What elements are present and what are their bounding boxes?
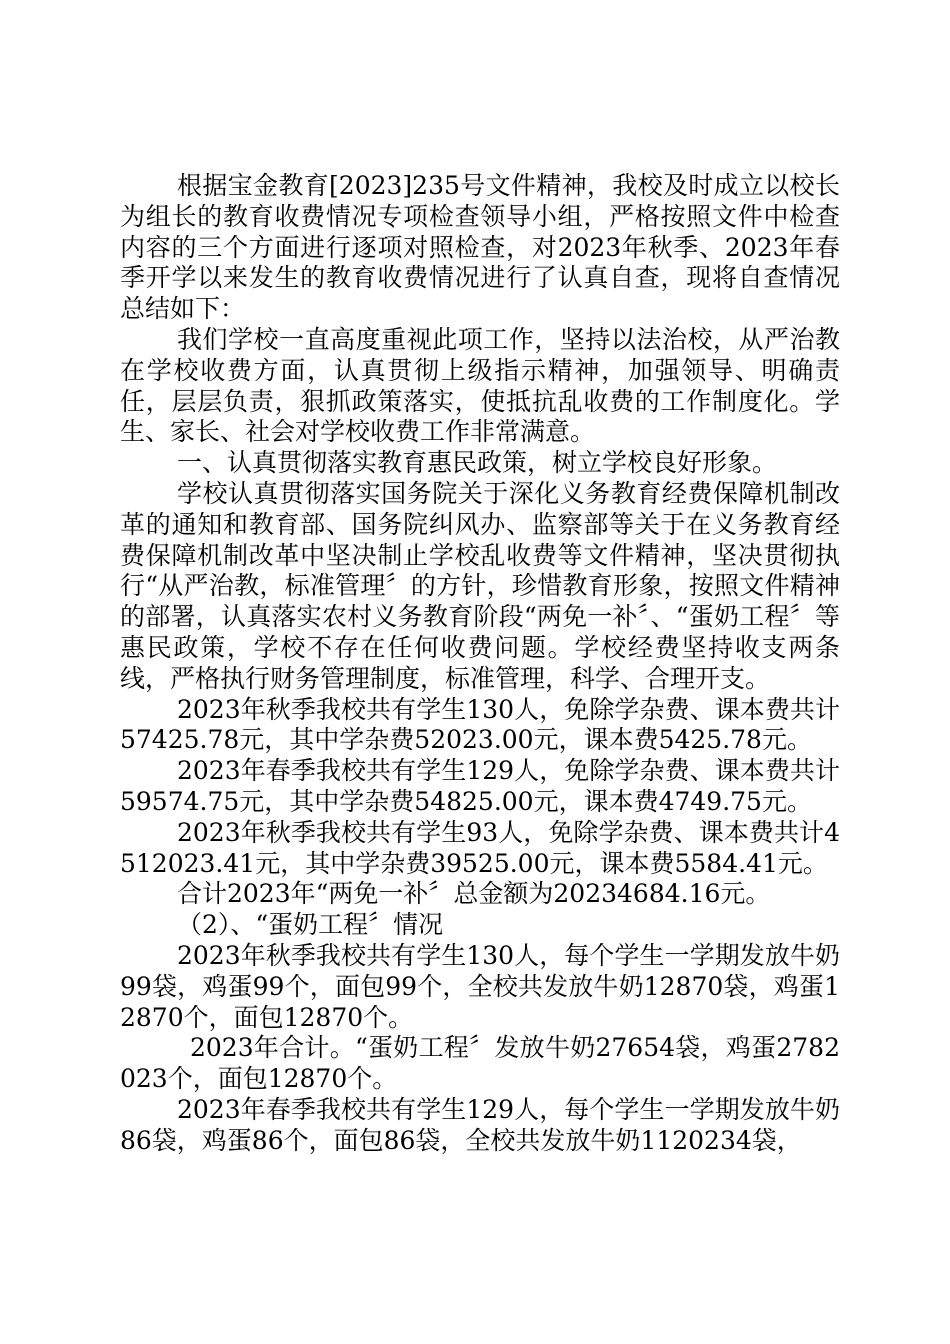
paragraph-fall-food: 2023年秋季我校共有学生130人，每个学生一学期发放牛奶99袋，鸡蛋99个，面包99个，全校共发放牛奶12870袋，鸡蛋12870个，面包12870个。 xyxy=(120,940,840,1032)
paragraph-overview: 我们学校一直高度重视此项工作，坚持以法治校，从严治教在学校收费方面，认真贯彻上级指示精神，加强领导、明确责任，层层负责，狠抓政策落实，使抵抗乱收费的工作制度化。学生、家长、社会对学校收费工作非常满意。 xyxy=(120,324,840,447)
paragraph-spring-fees: 2023年春季我校共有学生129人，免除学杂费、课本费共计59574.75元，其中学杂费54825.00元，课本费4749.75元。 xyxy=(120,756,840,816)
paragraph-fall-fees: 2023年秋季我校共有学生130人，免除学杂费、课本费共计57425.78元，其中学杂费52023.00元，课本费5425.78元。 xyxy=(120,694,840,755)
document-body xyxy=(120,171,840,1157)
paragraph-total-fees: 合计2023年“两免一补〞总金额为20234684.16元。 xyxy=(177,879,771,909)
paragraph-fall-fees-2: 2023年秋季我校共有学生93人，免除学杂费、课本费共计4512023.41元，其中学杂费39525.00元，课本费5584.41元。 xyxy=(120,817,840,878)
paragraph-policy: 学校认真贯彻落实国务院关于深化义务教育经费保障机制改革的通知和教育部、国务院纠风办、监察部等关于在义务教育经费保障机制改革中坚决制止学校乱收费等文件精神，坚决贯彻执行“从严治教，标准管理〞的方针，珍惜教育形象，按照文件精神的部署，认真落实农村义务教育阶段“两免一补〞、“蛋奶工程〞等惠民政策，学校不存在任何收费问题。学校经费坚持收支两条线，严格执行财务管理制度，标准管理，科学、合理开支。 xyxy=(120,478,840,693)
section-heading-1: 一、认真贯彻落实教育惠民政策，树立学校良好形象。 xyxy=(177,448,778,478)
paragraph-spring-food: 2023年春季我校共有学生129人，每个学生一学期发放牛奶86袋，鸡蛋86个，面包86袋，全校共发放牛奶1120234袋， xyxy=(120,1094,840,1155)
paragraph-food-total: 2023年合计。“蛋奶工程〞发放牛奶27654袋，鸡蛋2782023个，面包12870个。 xyxy=(120,1033,840,1094)
subsection-heading-2: （2）、“蛋奶工程〞情况 xyxy=(177,910,444,940)
paragraph-intro: 根据宝金教育[2023]235号文件精神，我校及时成立以校长为组长的教育收费情况专项检查领导小组，严格按照文件中检查内容的三个方面进行逐项对照检查，对2023年秋季、2023年春季开学以来发生的教育收费情况进行了认真自查，现将自查情况总结如下： xyxy=(120,171,840,324)
